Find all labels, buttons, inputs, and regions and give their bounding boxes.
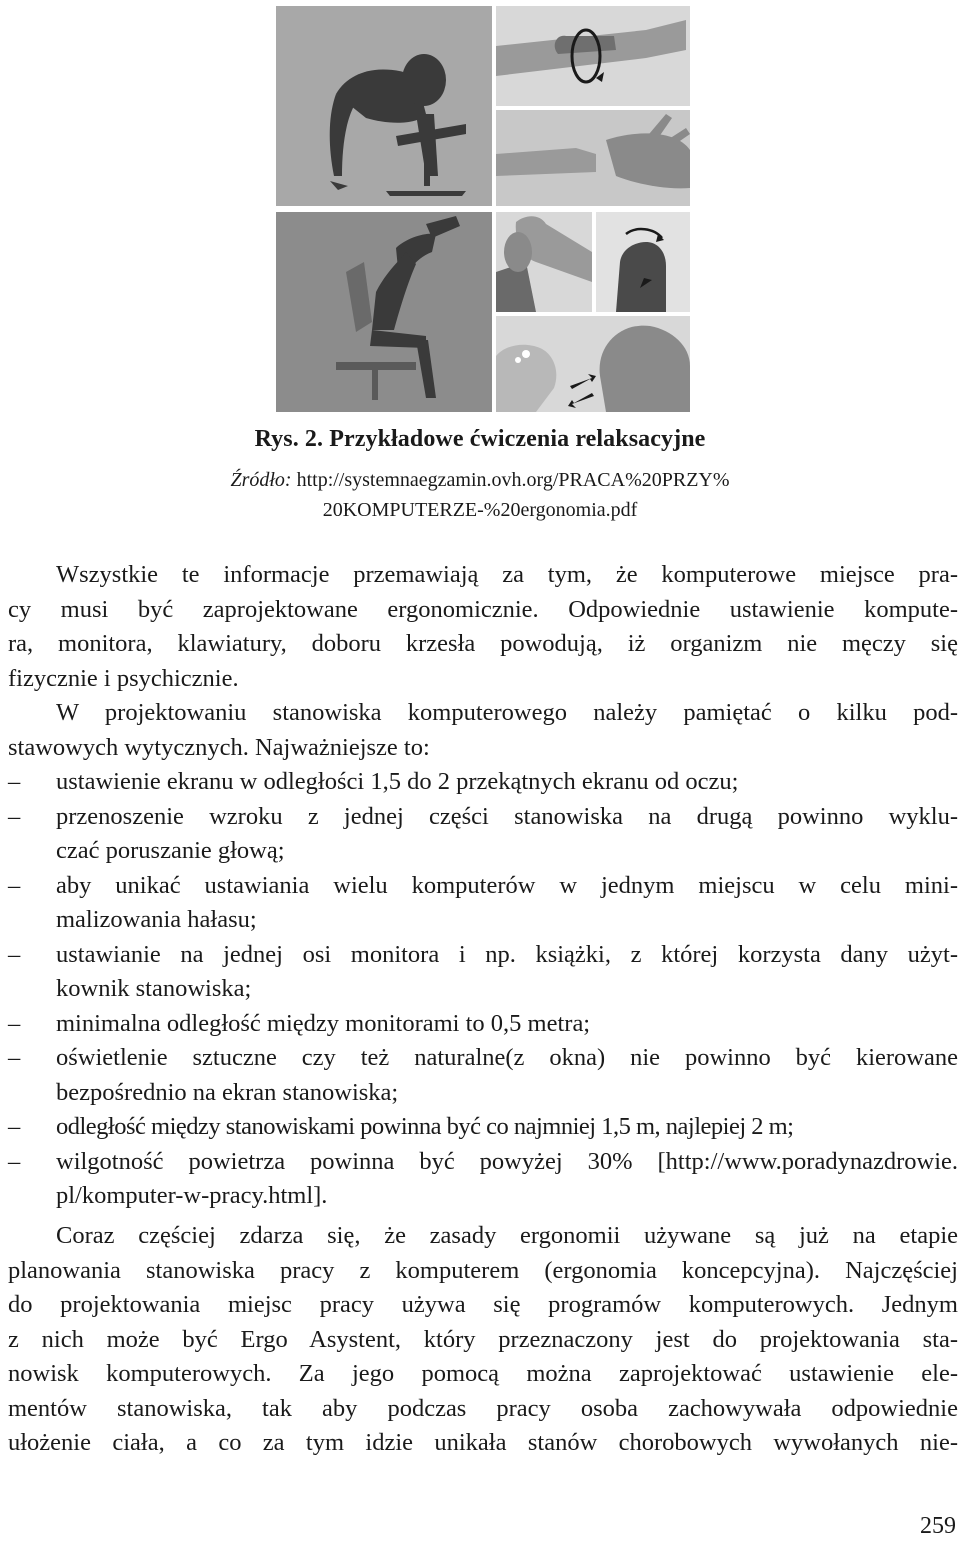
panel-finger-stretch bbox=[496, 110, 690, 206]
list-item-text: malizowania hałasu; bbox=[56, 906, 257, 933]
shoulder-rotation-illustration bbox=[596, 212, 690, 312]
text-line: planowania stanowiska pracy z komputerem (ergonomia koncepcyjna). Najczęściej bbox=[8, 1256, 958, 1284]
dash-bullet: – bbox=[8, 1113, 20, 1140]
text-line: Coraz częściej zdarza się, że zasady ergonomii używane są już na etapie bbox=[56, 1222, 958, 1249]
panel-shoulder-rotation bbox=[596, 212, 690, 312]
text-line: mentów stanowiska, tak aby podczas pracy osoba zachowywała odpowiednie bbox=[8, 1394, 958, 1422]
finger-stretch-illustration bbox=[496, 110, 690, 206]
list-item bbox=[8, 1007, 958, 1042]
panel-hand-stretch bbox=[496, 212, 592, 312]
list-item bbox=[8, 1145, 958, 1214]
panel-neck-exercise bbox=[496, 316, 690, 412]
text-line: nowisk komputerowych. Za jego pomocą można zaprojektować ustawienie ele- bbox=[8, 1360, 958, 1387]
forward-bend-illustration bbox=[276, 6, 492, 206]
list-item-text: pl/komputer-w-pracy.html]. bbox=[56, 1182, 328, 1209]
dash-bullet: – bbox=[8, 1009, 21, 1037]
list-item-text: oświetlenie sztuczne czy też naturalne(z okna) nie powinno być kierowane bbox=[56, 1044, 958, 1071]
hand-stretch-illustration bbox=[496, 212, 592, 312]
paragraph-1 bbox=[8, 558, 958, 696]
list-item-text: odległość między stanowiskami powinna być co najmniej 1,5 m, najlepiej 2 m; bbox=[56, 1113, 794, 1140]
neck-exercise-illustration bbox=[496, 316, 690, 412]
list-item bbox=[8, 800, 958, 869]
list-item-text: aby unikać ustawiania wielu komputerów w jednym miejscu w celu mini- bbox=[56, 871, 958, 899]
text-line: ułożenie ciała, a co za tym idzie unikała stanów chorobowych wywołanych nie- bbox=[8, 1429, 958, 1456]
paragraph-3 bbox=[8, 1219, 958, 1461]
text-line: W projektowaniu stanowiska komputerowego należy pamiętać o kilku pod- bbox=[56, 699, 958, 726]
list-item-text: bezpośrednio na ekran stanowiska; bbox=[56, 1078, 399, 1106]
text-line: cy musi być zaprojektowane ergonomicznie. Odpowiednie ustawienie kompute- bbox=[8, 595, 958, 623]
dash-bullet: – bbox=[8, 802, 21, 830]
list-item-text: ustawienie ekranu w odległości 1,5 do 2 przekątnych ekranu od oczu; bbox=[56, 768, 739, 795]
list-item-text: minimalna odległość między monitorami to 0,5 metra; bbox=[56, 1009, 591, 1037]
list-item-text: przenoszenie wzroku z jednej części stanowiska na drugą powinno wyklu- bbox=[56, 802, 958, 830]
dash-bullet: – bbox=[8, 768, 21, 795]
wrist-rotation-illustration bbox=[496, 6, 690, 106]
guidelines-list bbox=[8, 765, 958, 1214]
text-line: do projektowania miejsc pracy używa się programów komputerowych. Jednym bbox=[8, 1291, 958, 1318]
text-line: ra, monitora, klawiatury, doboru krzesła powodują, iż organizm nie męczy się bbox=[8, 630, 958, 657]
text-line: Wszystkie te informacje przemawiają za tym, że komputerowe miejsce pra- bbox=[56, 561, 958, 588]
relaxation-exercises-figure bbox=[276, 6, 690, 412]
list-item-text: czać poruszanie głową; bbox=[56, 837, 285, 864]
text-line: stawowych wytycznych. Najważniejsze to: bbox=[8, 733, 430, 761]
source-url-line1: http://systemnaegzamin.ovh.org/PRACA%20PRZY% bbox=[296, 469, 730, 491]
dash-bullet: – bbox=[8, 1044, 21, 1071]
text-line: fizycznie i psychicznie. bbox=[8, 664, 239, 692]
back-stretch-illustration bbox=[276, 212, 492, 412]
list-item bbox=[8, 1041, 958, 1110]
panel-seated-forward-bend bbox=[276, 6, 492, 206]
list-item bbox=[8, 765, 958, 800]
list-item-text: kownik stanowiska; bbox=[56, 975, 252, 1002]
panel-wrist-rotation bbox=[496, 6, 690, 106]
paragraph-2 bbox=[8, 696, 958, 765]
list-item bbox=[8, 938, 958, 1007]
text-line: z nich może być Ergo Asystent, który przeznaczony jest do projektowania sta- bbox=[8, 1325, 958, 1353]
page-number: 259 bbox=[920, 1513, 956, 1539]
dash-bullet: – bbox=[8, 940, 21, 968]
list-item-text: ustawianie na jednej osi monitora i np. książki, z której korzysta dany użyt- bbox=[56, 940, 958, 968]
source-url-line2: 20KOMPUTERZE-%20ergonomia.pdf bbox=[322, 499, 638, 521]
figure-caption: Rys. 2. Przykładowe ćwiczenia relaksacyjne bbox=[254, 426, 706, 452]
list-item-text: wilgotność powietrza powinna być powyżej 30% [http://www.poradynazdrowie. bbox=[56, 1147, 958, 1175]
list-item bbox=[8, 1110, 958, 1145]
figure-source bbox=[0, 465, 960, 525]
dash-bullet: – bbox=[8, 871, 21, 899]
panel-seated-back-stretch bbox=[276, 212, 492, 412]
dash-bullet: – bbox=[8, 1147, 21, 1175]
list-item bbox=[8, 869, 958, 938]
source-label: Źródło: bbox=[230, 469, 292, 491]
